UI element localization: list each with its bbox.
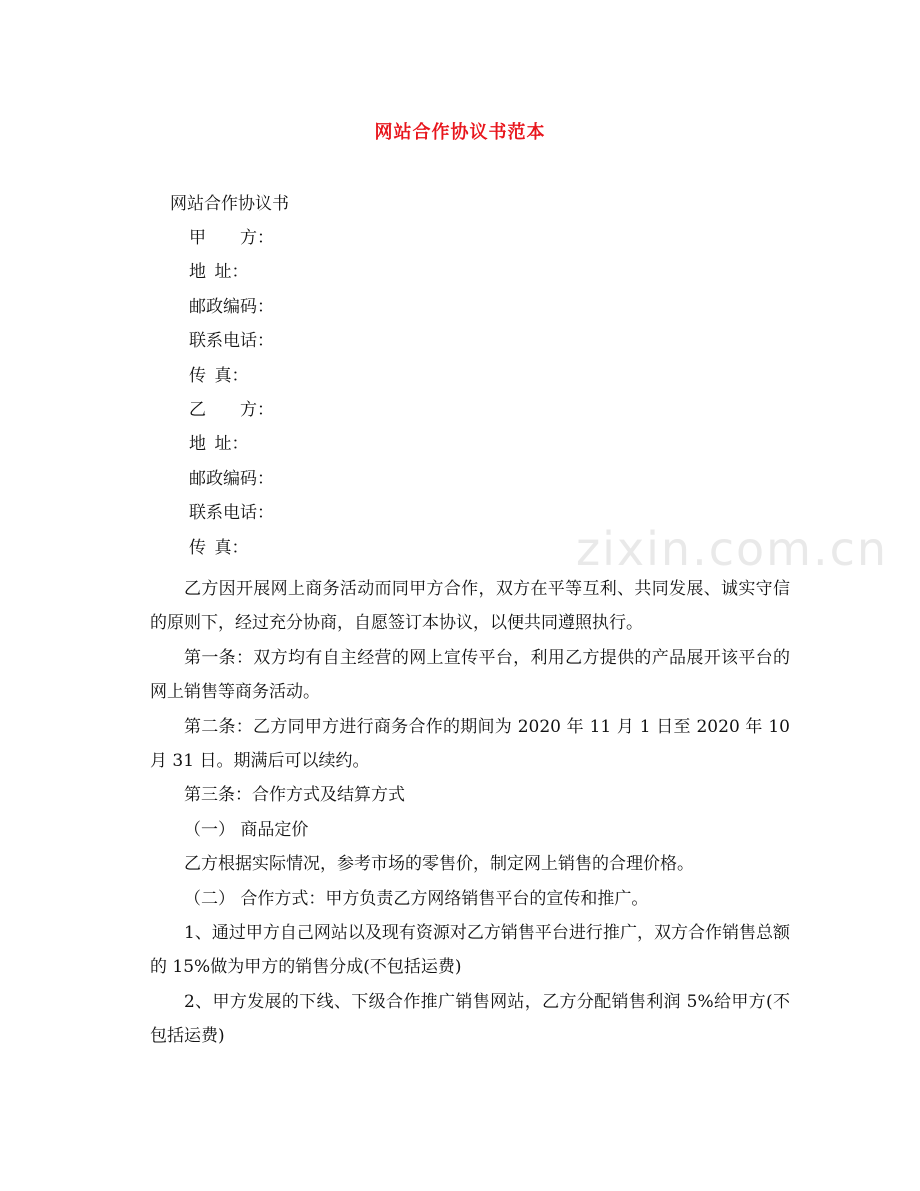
document-title: 网站合作协议书范本: [374, 122, 546, 143]
party-b-address-field: [189, 432, 274, 466]
field-label: 地 址：: [189, 262, 249, 283]
field-label: 联系电话：: [189, 331, 274, 352]
field-label: 乙 方：: [189, 399, 274, 420]
field-label: 邮政编码：: [189, 468, 274, 489]
intro-paragraph: 乙方因开展网上商务活动而同甲方合作，双方在平等互利、共同发展、诚实守信的原则下，经过充分协商，自愿签订本协议，以便共同遵照执行。: [150, 579, 790, 634]
field-label: 甲 方：: [189, 228, 274, 248]
party-a-address-field: [189, 260, 274, 294]
party-a-postcode-field: [189, 295, 274, 329]
field-label: 传 真：: [189, 365, 249, 386]
party-b-fax-field: [189, 536, 274, 570]
party-a-phone-field: [189, 329, 274, 363]
article-1: 第一条：双方均有自主经营的网上宣传平台，利用乙方提供的产品展开该平台的网上销售等商务活动。: [150, 647, 790, 703]
party-b-postcode-field: [189, 467, 274, 501]
section-1-text: 乙方根据实际情况，参考市场的零售价，制定网上销售的合理价格。: [184, 854, 694, 875]
agreement-body: [150, 572, 790, 1054]
field-label: 地 址：: [189, 434, 249, 455]
party-b-phone-field: [189, 501, 274, 535]
article-3-heading: 第三条：合作方式及结算方式: [184, 785, 405, 806]
article-2: 第二条：乙方同甲方进行商务合作的期间为 2020 年 11 月 1 日至 2020 年 10 月 31 日。期满后可以续约。: [150, 716, 790, 772]
field-label: 联系电话：: [189, 503, 274, 524]
party-a-name-field: [189, 226, 274, 260]
watermark: zixin.com.cn: [576, 522, 889, 576]
party-fields: [189, 226, 274, 570]
clause-1: 1、通过甲方自己网站以及现有资源对乙方销售平台进行推广，双方合作销售总额的 15%做为甲方的销售分成(不包括运费): [150, 923, 790, 978]
field-label: 邮政编码：: [189, 296, 274, 317]
clause-2: 2、甲方发展的下线、下级合作推广销售网站，乙方分配销售利润 5%给甲方(不包括运费): [150, 991, 790, 1047]
party-b-name-field: [189, 398, 274, 432]
party-a-fax-field: [189, 364, 274, 398]
field-label: 传 真：: [189, 537, 249, 558]
section-2-heading: （二） 合作方式：甲方负责乙方网络销售平台的宣传和推广。: [184, 888, 649, 909]
document-subtitle: 网站合作协议书: [170, 194, 289, 214]
section-1-heading: （一） 商品定价: [184, 819, 309, 840]
